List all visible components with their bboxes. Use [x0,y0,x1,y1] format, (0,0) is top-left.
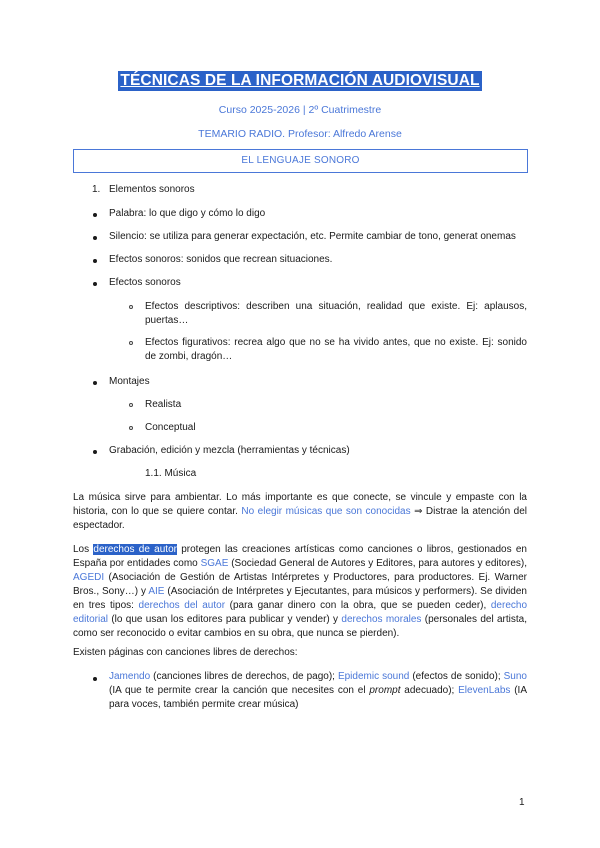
sites-text: (IA para voces, también permite crear música) [109,685,527,710]
link-derechos-del-autor[interactable]: derechos del autor [138,600,226,611]
para2-text: Los [73,544,94,555]
bullet-grabacion: Grabación, edición y mezcla (herramientas y técnicas) [109,445,350,456]
paragraph-derechos [73,543,527,641]
sites-text: (IA que te permite crear la canción que necesites con el [109,685,370,696]
sub-bullet-icon [129,403,133,407]
sites-text: adecuado); [400,685,459,696]
highlight-derechos-autor[interactable]: derechos de autor [93,544,177,555]
sub-item-descriptivos-line2: puertas… [145,315,189,326]
link-derechos-morales[interactable]: derechos morales [341,614,422,625]
paragraph-paginas: Existen páginas con canciones libres de derechos: [73,647,298,658]
section-title-box: EL LENGUAJE SONORO [73,149,528,173]
link-musicas-conocidas[interactable]: No elegir músicas que son conocidas [241,506,411,517]
bullet-silencio: Silencio: se utiliza para generar expectación, etc. Permite cambiar de tono, generat onemas [109,231,516,242]
bullet-palabra: Palabra: lo que digo y cómo lo digo [109,208,266,219]
para2-text: protegen las creaciones artísticas como canciones o libros, gestionados en España por entidades como [73,544,527,569]
subheading-musica: 1.1. Música [145,468,197,479]
sites-text: (canciones libres de derechos, de pago); [150,671,338,682]
sites-text: (efectos de sonido); [409,671,504,682]
para2-text: (personales del artista, como ser reconocido o evitar cambios en su obra, que nunca se pierden). [73,614,527,639]
para2-text: (para ganar dinero con la obra, que se pueden ceder), [225,600,491,611]
sub-item-figurativos-line1: Efectos figurativos: recrea algo que no se ha vivido antes, que no existe. Ej: sonido [145,337,527,348]
bullet-icon [93,381,97,385]
link-sgae[interactable]: SGAE [200,558,229,569]
title-wrapper [0,71,600,91]
bullet-icon [93,282,97,286]
bullet-icon [93,259,97,263]
para2-text: (Sociedad General de Autores y Editores, para autores y editores), [228,558,527,569]
para2-text: (Asociación de Intérpretes y Ejecutantes, para músicos y performers). Se dividen en tres tipos: [73,586,527,611]
para2-text: (lo que usan los editores para publicar y vender) y [108,614,342,625]
sub-item-descriptivos-line1: Efectos descriptivos: describen una situación, realidad que existe. Ej: aplausos, [145,301,527,312]
link-elevenlabs[interactable]: ElevenLabs [458,685,511,696]
link-aie[interactable]: AIE [148,586,165,597]
bullet-icon [93,213,97,217]
paragraph-musica [73,491,527,533]
sub-bullet-icon [129,341,133,345]
para2-text: (Asociación de Gestión de Artistas Intérpretes y Productores, para productores. Ej. Warner Bros., Sony…) y [73,572,527,597]
bullet-icon [93,677,97,681]
bullet-efectos-sonidos: Efectos sonoros: sonidos que recrean situaciones. [109,254,333,265]
bullet-icon [93,450,97,454]
link-derecho-editorial[interactable]: derecho editorial [73,600,528,625]
link-agedi[interactable]: AGEDI [73,572,105,583]
link-suno[interactable]: Suno [503,671,527,682]
sub-item-conceptual: Conceptual [145,422,196,433]
list-item-elementos: Elementos sonoros [109,184,195,195]
bullet-efectos-sonoros: Efectos sonoros [109,277,181,288]
link-jamendo[interactable]: Jamendo [109,671,151,682]
para1-text: ⇒ Distrae la atención del espectador. [73,506,527,531]
sub-item-realista: Realista [145,399,182,410]
syllabus-line: TEMARIO RADIO. Profesor: Alfredo Arense [198,128,402,140]
prompt-italic: prompt [369,685,401,696]
document-title: TÉCNICAS DE LA INFORMACIÓN AUDIOVISUAL [120,72,480,89]
para1-text: La música sirve para ambientar. Lo más importante es que conecte, se vincule y empaste con la historia, con lo que se quiere contar. [73,492,527,517]
page-number: 1 [519,797,525,808]
sub-item-figurativos-line2: de zombi, dragón… [145,351,233,362]
bullet-sites [109,670,527,712]
bullet-icon [93,236,97,240]
link-epidemic-sound[interactable]: Epidemic sound [337,671,410,682]
bullet-montajes: Montajes [109,376,150,387]
course-line: Curso 2025-2026 | 2º Cuatrimestre [218,104,382,116]
list-number: 1. [92,184,101,195]
sub-bullet-icon [129,305,133,309]
sub-bullet-icon [129,426,133,430]
